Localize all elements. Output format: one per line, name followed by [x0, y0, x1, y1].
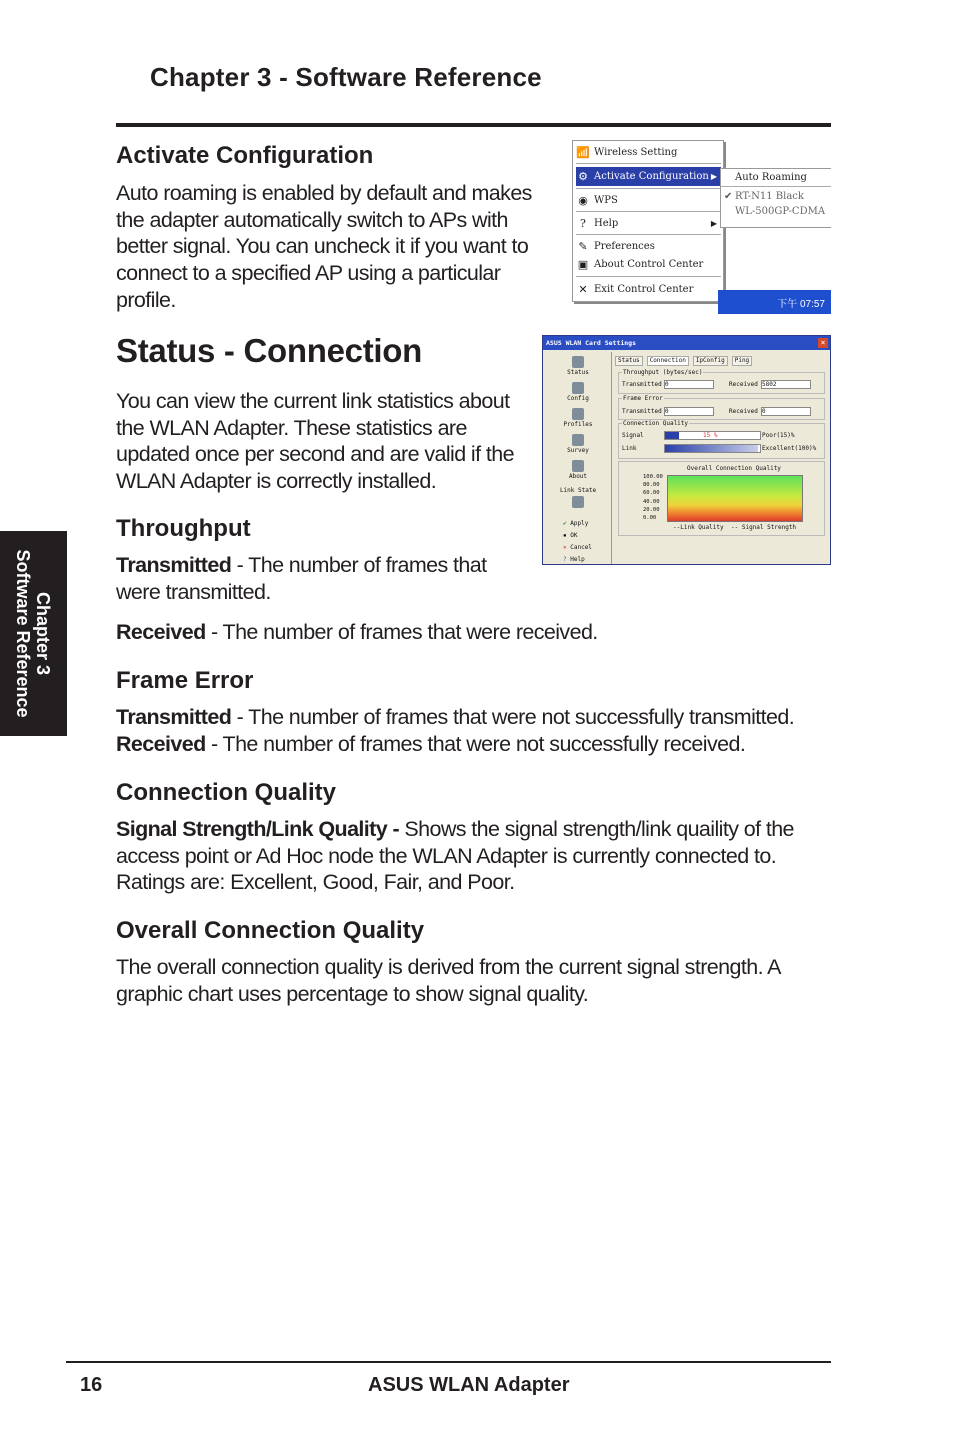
legend-link-quality: --Link Quality: [673, 524, 724, 531]
frame-error-group: Frame Error Transmitted 0 Received 0: [618, 398, 825, 420]
apply-button[interactable]: ✔ Apply: [563, 520, 589, 527]
wireless-icon: 📶: [576, 145, 590, 159]
connection-quality-body: Signal Strength/Link Quality - Shows the signal strength/link quaility of the access point or Ad Hoc node the WLAN Adapter is currently connected to. Ratings are: Excellent, Good, Fair, and Poor.: [116, 817, 794, 895]
activate-submenu: [720, 168, 831, 228]
ok-icon: ▪: [563, 532, 567, 539]
tray-clock: 下午 07:57: [777, 298, 825, 310]
nav-pane: [545, 352, 612, 564]
activate-heading: Activate Configuration: [116, 142, 374, 169]
wps-icon: ◉: [578, 193, 588, 207]
status-icon: [572, 356, 584, 368]
throughput-transmitted: Transmitted - The number of frames that were transmitted.: [116, 553, 487, 604]
nav-survey[interactable]: Survey: [545, 434, 611, 454]
link-state-icon: [572, 496, 584, 508]
overall-quality-heading: Overall Connection Quality: [116, 917, 425, 944]
quality-plot-area: [667, 475, 803, 522]
window-titlebar: ASUS WLAN Card Settings: [543, 336, 830, 350]
menu-item-about[interactable]: ▣ About Control Center: [577, 257, 704, 271]
submenu-arrow-icon: ▶: [710, 172, 717, 181]
nav-profiles[interactable]: Profiles: [545, 408, 611, 428]
nav-status[interactable]: Status: [545, 356, 611, 376]
help-button[interactable]: ? Help: [563, 556, 585, 563]
menu-item-activate-configuration[interactable]: ⚙ Activate Configuration ▶: [576, 167, 721, 186]
submenu-arrow-icon: ▶: [710, 219, 717, 228]
link-bar-fill: [665, 445, 758, 452]
help-icon: ?: [563, 556, 567, 563]
side-tab-chapter: Chapter 3: [33, 591, 54, 676]
profiles-icon: [572, 408, 584, 420]
throughput-group: Throughput (bytes/sec) Transmitted 0 Received 5802: [618, 372, 825, 394]
settings-window-screenshot: [542, 335, 831, 565]
help-icon: ?: [580, 216, 586, 230]
close-icon[interactable]: ×: [818, 338, 828, 348]
checkmark-icon: ✔: [724, 191, 733, 202]
nav-config[interactable]: Config: [545, 382, 611, 402]
throughput-received: Received - The number of frames that were received.: [116, 620, 598, 644]
tab-strip: [615, 356, 752, 366]
throughput-rx-field: 5802: [761, 380, 811, 389]
footer-title: ASUS WLAN Adapter: [368, 1374, 570, 1396]
close-icon: ✕: [563, 544, 567, 551]
header-rule: [116, 123, 831, 127]
nav-link-state[interactable]: Link State: [545, 487, 611, 509]
submenu-profile-rt-n11[interactable]: RT-N11 Black: [735, 191, 804, 202]
tab-connection[interactable]: Connection: [647, 356, 689, 366]
link-rating: Excellent(100)%: [762, 445, 817, 452]
menu-item-help[interactable]: ? Help ▶: [576, 214, 721, 233]
config-icon: ⚙: [578, 169, 588, 183]
signal-percent: 15 %: [703, 432, 718, 439]
tab-status[interactable]: Status: [615, 356, 643, 366]
context-menu-screenshot: [558, 140, 831, 314]
signal-bar-fill: [665, 432, 679, 439]
config-icon: [572, 382, 584, 394]
tab-ping[interactable]: Ping: [732, 356, 752, 366]
menu-item-preferences[interactable]: ✎ Preferences: [576, 237, 721, 256]
frame-error-received: Received - The number of frames that were not successfully received.: [116, 732, 746, 756]
connection-quality-group: Connection Quality Signal 15 % Poor(15)% Link Excellent(100)%: [618, 423, 825, 459]
about-icon: ▣: [577, 257, 589, 271]
cancel-button[interactable]: ✕ Cancel: [563, 544, 592, 551]
frame-error-tx-field: 0: [664, 407, 714, 416]
activate-body: Auto roaming is enabled by default and makes the adapter automatically switch to APs with better signal. You can uncheck it if you want to connect to a specified AP using a particular profile.: [116, 181, 532, 312]
page-number: 16: [80, 1374, 103, 1396]
check-icon: ✔: [563, 520, 567, 527]
menu-item-wps[interactable]: ◉ WPS: [576, 191, 721, 210]
throughput-tx-field: 0: [664, 380, 714, 389]
nav-about[interactable]: About: [545, 460, 611, 480]
frame-error-heading: Frame Error: [116, 667, 254, 694]
signal-rating: Poor(15)%: [762, 432, 795, 439]
overall-quality-body: The overall connection quality is derived from the current signal strength. A graphic chart uses percentage to show signal quality.: [116, 955, 780, 1006]
status-body: You can view the current link statistics about the WLAN Adapter. These statistics are updated once per second and are valid if the WLAN Adapter is correctly installed.: [116, 389, 514, 494]
footer-rule: [66, 1361, 831, 1363]
legend-signal-strength: -- Signal Strength: [731, 524, 797, 531]
survey-icon: [572, 434, 584, 446]
overall-quality-chart: Overall Connection Quality 100.00 80.00 60.00 40.00 20.00 0.00 --Link Quality -- Signal Strength: [618, 461, 825, 536]
system-tray: [718, 290, 831, 314]
ok-button[interactable]: ▪ OK: [563, 532, 578, 539]
about-icon: [572, 460, 584, 472]
submenu-profile-wl-500gp[interactable]: WL-500GP-CDMA: [735, 206, 826, 217]
pencil-icon: ✎: [578, 239, 588, 253]
connection-quality-heading: Connection Quality: [116, 779, 337, 806]
frame-error-rx-field: 0: [761, 407, 811, 416]
menu-item-wireless-setting[interactable]: 📶 Wireless Setting: [576, 145, 678, 159]
chapter-side-tab: [0, 531, 67, 736]
tab-ipconfig[interactable]: IpConfig: [693, 356, 728, 366]
throughput-heading: Throughput: [116, 515, 251, 542]
frame-error-transmitted: Transmitted - The number of frames that were not successfully transmitted.: [116, 705, 795, 729]
close-icon: ✕: [578, 282, 588, 296]
context-menu: [572, 140, 724, 302]
status-connection-heading: Status - Connection: [116, 332, 422, 369]
chapter-title: Chapter 3 - Software Reference: [150, 62, 542, 92]
side-tab-title: Software Reference: [13, 549, 34, 718]
status-pane: [615, 356, 827, 561]
menu-item-exit[interactable]: ✕ Exit Control Center: [576, 280, 721, 299]
submenu-auto-roaming[interactable]: Auto Roaming: [735, 172, 807, 183]
